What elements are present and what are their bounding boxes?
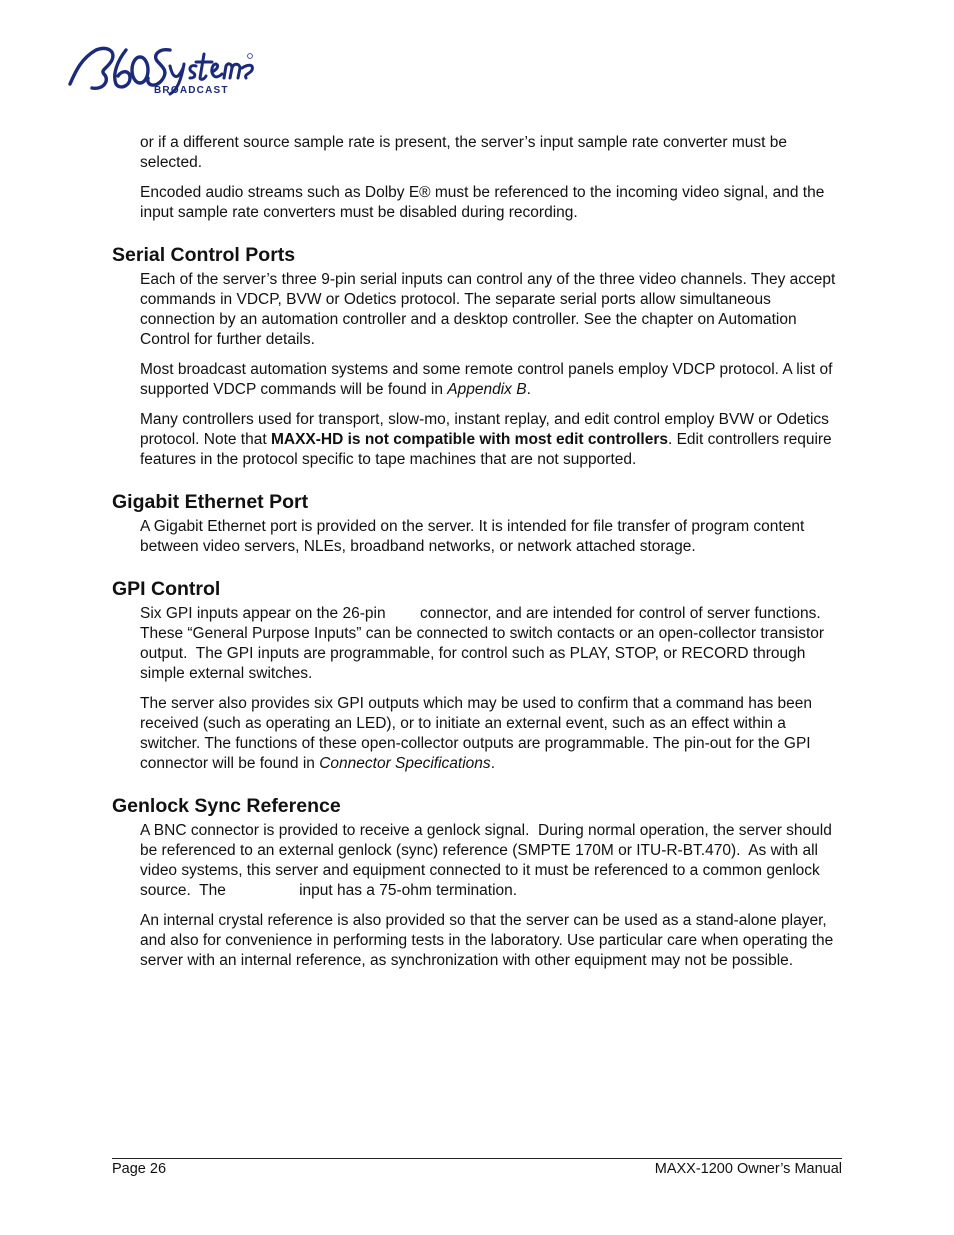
genlock-heading: Genlock Sync Reference <box>112 795 341 817</box>
gigabit-heading: Gigabit Ethernet Port <box>112 491 309 513</box>
compatibility-warning: MAXX-HD is not compatible with most edit controllers <box>270 431 668 448</box>
intro-paragraph-1: or if a different source sample rate is present, the server’s input sample rate converter must be selected. <box>140 134 788 171</box>
gpi-paragraph-1: Six GPI inputs appear on the 26-pin connector, and are intended for control of server functions. These “General Purpose Inputs” can be connected to switch contacts or an open-collector transistor output. The GPI inputs are programmable, for control such as PLAY, STOP, or RECORD through simple external switches. <box>140 605 830 682</box>
logo-subtitle: BROADCAST <box>154 85 229 96</box>
serial-paragraph-2 <box>140 360 842 400</box>
page-number: Page 26 <box>112 1161 167 1177</box>
genlock-paragraph-1: A BNC connector is provided to receive a genlock signal. During normal operation, the server should be referenced to an external genlock (sync) reference (SMPTE 170M or ITU-R-BT.470). As with all video systems, this server and equipment connected to it must be referenced to a common genlock source. The input has a 75-ohm termination. <box>140 822 837 899</box>
genlock-paragraph-2: An internal crystal reference is also provided so that the server can be used as a stand-alone player, and also for convenience in performing tests in the laboratory. Use particular care when operating the server with an internal reference, as synchronization with other equipment may not be possible. <box>140 912 834 969</box>
serial-paragraph-3 <box>140 410 842 470</box>
logo-graphic <box>66 40 258 98</box>
footer-divider <box>112 1158 842 1159</box>
connector-specs-reference: Connector Specifications <box>319 755 491 772</box>
page-content <box>112 133 842 981</box>
appendix-reference: Appendix B <box>447 381 527 398</box>
gpi-heading: GPI Control <box>112 578 221 600</box>
serial-heading: Serial Control Ports <box>112 244 296 266</box>
serial-p3-text: Many controllers used for transport, slow-mo, instant replay, and edit control employ BVW or Odetics protocol. Note that <box>140 411 829 448</box>
company-logo <box>66 40 258 98</box>
manual-title: MAXX-1200 Owner’s Manual <box>654 1161 842 1177</box>
serial-p2-end: . <box>526 381 531 398</box>
serial-p2-text: Most broadcast automation systems and some remote control panels employ VDCP protocol. A list of supported VDCP commands will be found in <box>140 361 833 398</box>
gpi-paragraph-2 <box>140 694 842 774</box>
serial-p3-end: . Edit controllers require features in the protocol specific to tape machines that are not supported. <box>140 431 832 468</box>
intro-paragraph-2: Encoded audio streams such as Dolby E® must be referenced to the incoming video signal, and the input sample rate converters must be disabled during recording. <box>140 184 825 221</box>
serial-paragraph-1: Each of the server’s three 9-pin serial inputs can control any of the three video channels. They accept commands in VDCP, BVW or Odetics protocol. The separate serial ports allow simultaneous connection by an automation controller and a desktop controller. See the chapter on Automation Control for further details. <box>140 271 836 348</box>
gigabit-paragraph-1: A Gigabit Ethernet port is provided on the server. It is intended for file transfer of program content between video servers, NLEs, broadband networks, or network attached storage. <box>140 518 805 555</box>
gpi-p2-end: . <box>490 755 495 772</box>
gpi-p2-text: The server also provides six GPI outputs which may be used to confirm that a command has been received (such as operating an LED), or to initiate an external event, such as an effect within a switcher. The functions of these open-collector outputs are programmable. The pin-out for the GPI connector will be found in <box>140 695 812 772</box>
